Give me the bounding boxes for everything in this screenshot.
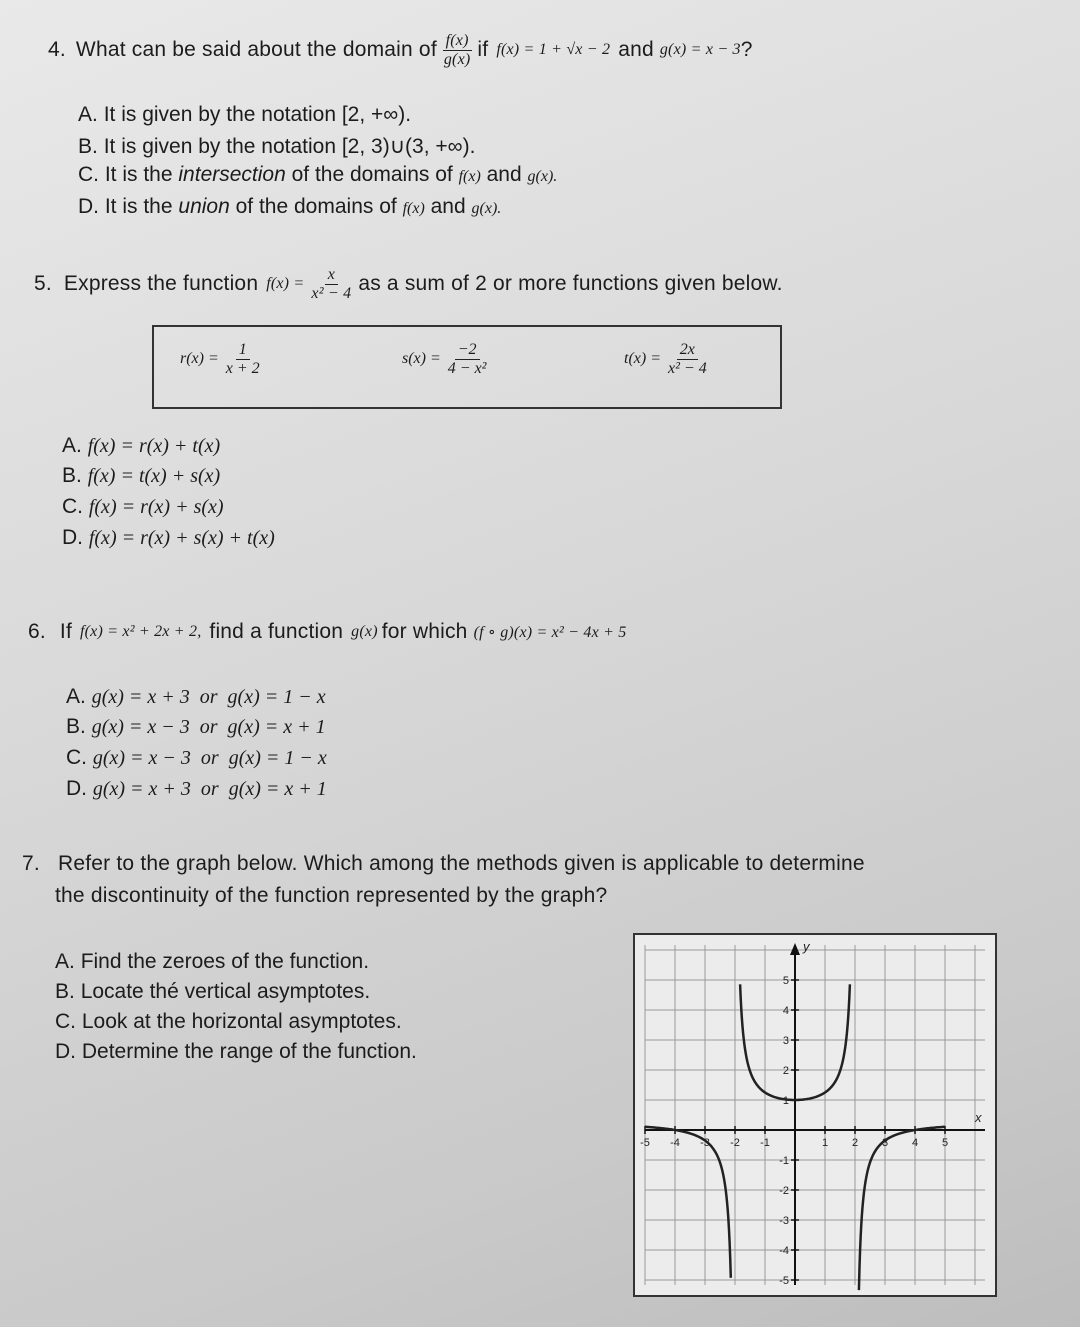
option-letter: A. [62, 434, 82, 457]
t-num: 2x [677, 341, 698, 360]
option-letter: B. [62, 464, 82, 487]
q4-f-def: f(x) = 1 + √x − 2 [496, 41, 611, 59]
option-letter: C. [66, 746, 87, 769]
q7-graph [633, 933, 997, 1297]
r-function [180, 341, 267, 377]
q7-option-b[interactable] [55, 980, 370, 1004]
q7-option-a[interactable] [55, 950, 369, 974]
option-letter: B. [66, 715, 86, 738]
y-tick-label: 4 [782, 1005, 789, 1017]
q5-f-lhs: f(x) = [266, 275, 305, 293]
y-tick-label: -3 [779, 1215, 789, 1227]
q6-number: 6. [28, 620, 46, 643]
x-tick-label: 4 [911, 1137, 919, 1149]
y-tick-label: 2 [782, 1065, 789, 1077]
q5-frac-num: x [325, 266, 338, 285]
x-tick-label: -3 [700, 1137, 710, 1149]
s-den: 4 − x² [447, 359, 487, 377]
q7-line1: Refer to the graph below. Which among the methods given is applicable to determine [58, 852, 865, 875]
r-lhs: r(x) = [180, 350, 219, 368]
option-letter: A. [66, 685, 86, 708]
q5-frac-den: x² − 4 [311, 284, 352, 302]
option-text: and [486, 163, 522, 186]
option-letter: C. [55, 1010, 76, 1033]
q7-prompt-line1 [22, 852, 865, 876]
x-axis-label: x [975, 1110, 982, 1125]
r-den: x + 2 [225, 359, 260, 377]
graph-axes [645, 943, 985, 1285]
q4-frac-num: f(x) [443, 32, 472, 51]
y-axis-arrow [790, 943, 800, 955]
q4-prompt-text: What can be said about the domain of [75, 38, 437, 62]
x-tick-label: -1 [760, 1137, 770, 1149]
q5-function-box [152, 325, 782, 409]
option-text: of the domains of [235, 195, 397, 218]
q6-option-b[interactable] [66, 715, 326, 739]
graph-grid [635, 945, 985, 1295]
y-tick-label: -1 [779, 1155, 789, 1167]
option-letter: B. [55, 980, 75, 1003]
q6-composition: (f ∘ g)(x) = x² − 4x + 5 [473, 624, 627, 641]
s-num: −2 [455, 341, 480, 360]
q7-prompt-line2 [55, 884, 607, 908]
s-function [402, 341, 493, 377]
q4-frac-den: g(x) [443, 50, 471, 68]
q5-prompt [34, 266, 783, 302]
q6-for-which: for which [381, 620, 468, 643]
option-text: f(x) = t(x) + s(x) [87, 465, 221, 487]
q4-option-b[interactable] [78, 134, 475, 159]
r-num: 1 [236, 341, 250, 360]
q4-fraction [441, 32, 474, 68]
x-tick-label: -4 [670, 1137, 680, 1149]
option-text: Find the zeroes of the function. [80, 950, 370, 973]
q6-prompt [28, 620, 626, 644]
x-tick-label: -5 [640, 1137, 650, 1149]
option-text: f(x) = r(x) + t(x) [87, 435, 221, 457]
option-math: f(x) [402, 200, 425, 217]
option-text: g(x) = x + 3 or g(x) = x + 1 [92, 778, 327, 800]
option-text: and [430, 195, 466, 218]
q6-option-d[interactable] [66, 777, 327, 801]
x-tick-label: 1 [821, 1137, 829, 1149]
option-math: g(x). [471, 200, 502, 217]
x-tick-label: -2 [730, 1137, 740, 1149]
option-text: It is given by the notation [2, +∞). [103, 103, 412, 126]
q6-if: If [59, 620, 72, 643]
q4-g-def: g(x) = x − 3 [659, 41, 741, 59]
r-fraction [223, 341, 263, 377]
q7-option-c[interactable] [55, 1010, 402, 1034]
option-text: f(x) = r(x) + s(x) [88, 496, 224, 518]
option-letter: B. [78, 135, 98, 158]
option-letter: C. [62, 495, 83, 518]
option-letter: C. [78, 163, 99, 186]
q6-option-a[interactable] [66, 685, 326, 709]
option-text: g(x) = x − 3 or g(x) = x + 1 [91, 716, 326, 738]
q7-line2: the discontinuity of the function represented by the graph? [55, 884, 608, 907]
option-letter: D. [66, 777, 87, 800]
q4-option-d[interactable] [78, 195, 501, 219]
x-tick-label: 3 [881, 1137, 889, 1149]
q5-fraction [308, 266, 354, 302]
option-math: g(x). [527, 168, 558, 185]
q4-qmark: ? [740, 38, 753, 62]
y-tick-label: -2 [779, 1185, 789, 1197]
q5-option-c[interactable] [62, 495, 224, 519]
option-text: g(x) = x + 3 or g(x) = 1 − x [91, 686, 326, 708]
option-text: It is the [104, 195, 173, 218]
q5-option-d[interactable] [62, 526, 275, 550]
q5-option-b[interactable] [62, 464, 220, 488]
q6-f-def: f(x) = x² + 2x + 2, [80, 623, 202, 640]
q4-if: if [477, 38, 489, 62]
right-branch-curve [859, 1127, 945, 1290]
t-fraction [665, 341, 710, 377]
t-function [624, 341, 714, 377]
option-letter: D. [55, 1040, 76, 1063]
option-text: Locate thé vertical asymptotes. [80, 980, 371, 1003]
option-letter: D. [62, 526, 83, 549]
s-lhs: s(x) = [402, 350, 441, 368]
y-tick-label: -5 [779, 1275, 789, 1287]
q7-number: 7. [22, 852, 40, 875]
q4-option-a[interactable] [78, 103, 411, 127]
q5-prompt-text: Express the function [63, 272, 259, 296]
x-tick-label: 5 [941, 1137, 949, 1149]
option-letter: A. [55, 950, 75, 973]
q6-g: g(x) [351, 623, 378, 640]
y-tick-label: 1 [782, 1095, 789, 1107]
t-lhs: t(x) = [624, 350, 661, 368]
graph-svg [635, 935, 995, 1295]
t-den: x² − 4 [668, 359, 707, 377]
y-tick-label: -4 [779, 1245, 789, 1257]
option-text: Determine the range of the function. [81, 1040, 417, 1063]
y-tick-label: 5 [782, 975, 789, 987]
option-math: f(x) [458, 168, 481, 185]
q4-and: and [618, 38, 654, 62]
q5-prompt-end: as a sum of 2 or more functions given below. [358, 272, 783, 296]
q5-number: 5. [34, 272, 52, 296]
q5-option-a[interactable] [62, 434, 220, 458]
option-letter: D. [78, 195, 99, 218]
option-text: Look at the horizontal asymptotes. [81, 1010, 402, 1033]
q6-find: find a function [209, 620, 344, 643]
option-letter: A. [78, 103, 98, 126]
q4-number: 4. [48, 38, 66, 62]
q7-option-d[interactable] [55, 1040, 417, 1064]
q4-option-c[interactable] [78, 163, 557, 187]
option-text: f(x) = r(x) + s(x) + t(x) [88, 527, 275, 549]
option-emphasis: union [178, 195, 230, 218]
option-text: It is given by the notation [2, 3)∪(3, +∞). [103, 135, 476, 158]
s-fraction [445, 341, 490, 377]
x-tick-label: 2 [851, 1137, 859, 1149]
q4-prompt [48, 32, 753, 68]
y-tick-label: 3 [782, 1035, 789, 1047]
left-branch-curve [645, 1127, 731, 1278]
y-axis-label: y [803, 939, 810, 954]
option-text: g(x) = x − 3 or g(x) = 1 − x [92, 747, 327, 769]
option-emphasis: intersection [178, 163, 286, 186]
option-text: It is the [104, 163, 173, 186]
option-text: of the domains of [291, 163, 453, 186]
q6-option-c[interactable] [66, 746, 327, 770]
